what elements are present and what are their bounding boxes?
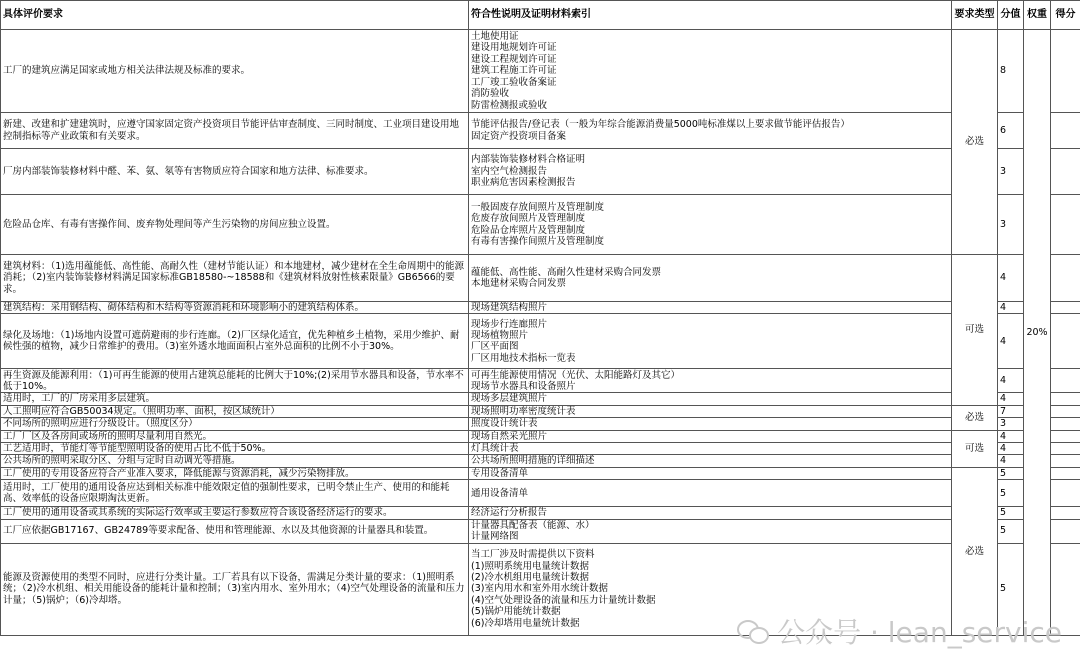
- table-row: [1, 149, 1080, 195]
- requirement-cell: 公共场所的照明采取分区、分组与定时自动调光等措施。: [1, 455, 469, 467]
- requirement-cell: 厂房内部装饰装修材料中醛、苯、氨、氡等有害物质应符合国家和地方法律、标准要求。: [1, 149, 469, 195]
- requirement-cell: 适用时，工厂使用的通用设备应达到相关标准中能效限定值的强制性要求，已明令禁止生产、使用的和能耗高、效率低的设备应限期淘汰更新。: [1, 480, 469, 507]
- evidence-line: 建设用地规划许可证: [471, 42, 557, 54]
- header-weight: 权重: [1024, 1, 1051, 30]
- got-score-cell[interactable]: [1051, 302, 1080, 314]
- got-score-cell[interactable]: [1051, 455, 1080, 467]
- table-row: [1, 507, 1080, 519]
- evidence-line: 蕴能低、高性能、高耐久性建材采购合同发票: [471, 266, 662, 278]
- evidence-line: 当工厂涉及时需提供以下资料: [471, 549, 595, 561]
- score-cell: 8: [998, 30, 1024, 113]
- evidence-cell: [469, 255, 952, 302]
- got-score-cell[interactable]: [1051, 255, 1080, 302]
- requirement-cell: 建筑结构：采用钢结构、砌体结构和木结构等资源消耗和环境影响小的建筑结构体系。: [1, 302, 469, 314]
- evidence-line: (3)室内用水和室外用水统计数据: [471, 583, 608, 595]
- got-score-cell[interactable]: [1051, 543, 1080, 635]
- requirement-cell: 工厂使用的通用设备或其系统的实际运行效率或主要运行参数应符合该设备经济运行的要求。: [1, 507, 469, 519]
- table-row: [1, 195, 1080, 255]
- evidence-cell: [469, 195, 952, 255]
- evidence-line: 职业病危害因素检测报告: [471, 177, 576, 189]
- score-cell: 4: [998, 393, 1024, 405]
- table-row: [1, 113, 1080, 149]
- got-score-cell[interactable]: [1051, 405, 1080, 417]
- evidence-cell: [469, 369, 952, 393]
- evidence-line: 建筑工程施工许可证: [471, 65, 557, 77]
- evidence-line: 防雷检测报或验收: [471, 99, 548, 111]
- evidence-line: 通用设备清单: [471, 487, 529, 499]
- evidence-line: 可再生能源使用情况（光伏、太阳能路灯及其它）: [471, 369, 681, 381]
- evidence-cell: [469, 467, 952, 479]
- table-row: [1, 543, 1080, 635]
- watermark-text: 公众号 · lean_service: [777, 616, 1062, 649]
- evidence-cell: [469, 149, 952, 195]
- header-requirement: 具体评价要求: [1, 1, 469, 30]
- evidence-cell: [469, 314, 952, 369]
- evidence-cell: [469, 302, 952, 314]
- evidence-line: 一般固废存放间照片及管理制度: [471, 201, 605, 213]
- score-cell: 5: [998, 543, 1024, 635]
- table-row: [1, 405, 1080, 417]
- header-got: 得分: [1051, 1, 1080, 30]
- table-row: [1, 480, 1080, 507]
- evidence-line: 有毒有害操作间照片及管理制度: [471, 235, 605, 247]
- got-score-cell[interactable]: [1051, 113, 1080, 149]
- score-cell: 5: [998, 467, 1024, 479]
- evidence-line: 现场多层建筑照片: [471, 393, 548, 405]
- evidence-line: 土地使用证: [471, 31, 519, 43]
- score-cell: 6: [998, 113, 1024, 149]
- score-cell: 4: [998, 255, 1024, 302]
- evidence-line: 现场节水器具和设备照片: [471, 380, 576, 392]
- evidence-cell: [469, 405, 952, 417]
- got-score-cell[interactable]: [1051, 507, 1080, 519]
- requirement-cell: 不同场所的照明应进行分级设计。（照度区分）: [1, 418, 469, 430]
- evidence-line: 现场植物照片: [471, 330, 529, 341]
- evidence-cell: [469, 113, 952, 149]
- score-cell: 4: [998, 302, 1024, 314]
- header-score: 分值: [998, 1, 1024, 30]
- evidence-line: (1)照明系统用电量统计数据: [471, 560, 589, 572]
- evidence-line: (6)冷却塔用电量统计数据: [471, 617, 580, 629]
- evidence-line: 灯具统计表: [471, 443, 519, 455]
- evidence-cell: [469, 455, 952, 467]
- requirement-cell: 能源及资源使用的类型不同时，应进行分类计量。工厂若具有以下设备，需满足分类计量的要求：（1)照明系统；（2)冷水机组、相关用能设备的能耗计量和控制；（3)室内用水、室外用水；（4)空气处理设备的流量和压力计量；（5)锅炉；（6)冷却塔。: [1, 543, 469, 635]
- score-cell: 5: [998, 480, 1024, 507]
- got-score-cell[interactable]: [1051, 418, 1080, 430]
- got-score-cell[interactable]: [1051, 430, 1080, 442]
- score-cell: 4: [998, 314, 1024, 369]
- evidence-line: 节能评估报告/登记表（一般为年综合能源消费量5000吨标准煤以上要求做节能评估报告）: [471, 119, 850, 131]
- requirement-cell: 绿化及场地：（1)场地内设置可遮荫避雨的步行连廊。（2)厂区绿化适宜，优先种植乡土植物，采用少维护、耐候性强的植物，减少日常维护的费用。（3)室外透水地面面积占室外总面积的比例不小于30%。: [1, 314, 469, 369]
- requirement-type-cell: 必选: [952, 405, 998, 430]
- evidence-line: 危废存放间照片及管理制度: [471, 213, 586, 225]
- score-cell: 5: [998, 519, 1024, 543]
- score-cell: 3: [998, 418, 1024, 430]
- score-cell: 4: [998, 455, 1024, 467]
- got-score-cell[interactable]: [1051, 467, 1080, 479]
- requirement-type-cell: 必选: [952, 467, 998, 635]
- evidence-line: 专用设备清单: [471, 467, 529, 479]
- requirement-cell: 危险品仓库、有毒有害操作间、废弃物处理间等产生污染物的房间应独立设置。: [1, 195, 469, 255]
- table-row: [1, 467, 1080, 479]
- table-row: [1, 443, 1080, 455]
- table-row: [1, 418, 1080, 430]
- table-row: [1, 302, 1080, 314]
- score-cell: 4: [998, 443, 1024, 455]
- table-row: [1, 369, 1080, 393]
- score-cell: 5: [998, 507, 1024, 519]
- evidence-line: 照度设计统计表: [471, 418, 538, 430]
- got-score-cell[interactable]: [1051, 480, 1080, 507]
- evidence-line: 厂区平面图: [471, 341, 519, 353]
- requirement-cell: 适用时，工厂的厂房采用多层建筑。: [1, 393, 469, 405]
- evidence-cell: [469, 430, 952, 442]
- evidence-line: 现场自然采光照片: [471, 430, 548, 442]
- got-score-cell[interactable]: [1051, 369, 1080, 393]
- evidence-cell: [469, 418, 952, 430]
- evidence-line: 消防验收: [471, 88, 510, 100]
- got-score-cell[interactable]: [1051, 149, 1080, 195]
- evidence-line: (2)冷水机组用电量统计数据: [471, 572, 589, 584]
- requirement-type-cell: 可选: [952, 430, 998, 467]
- evidence-line: 内部装饰装修材料合格证明: [471, 154, 586, 166]
- table-row: [1, 393, 1080, 405]
- evidence-line: 厂区用地技术指标一览表: [471, 352, 576, 364]
- requirement-type-cell: 可选: [952, 255, 998, 406]
- weight-cell: 20%: [1024, 30, 1051, 636]
- got-score-cell[interactable]: [1051, 314, 1080, 369]
- evidence-line: 本地建材采购合同发票: [471, 278, 567, 289]
- requirement-cell: 再生资源及能源利用：（1)可再生能源的使用占建筑总能耗的比例大于10%;(2)采用节水器具和设备，节水率不低于10%。: [1, 369, 469, 393]
- got-score-cell[interactable]: [1051, 519, 1080, 543]
- table-row: [1, 455, 1080, 467]
- header-type: 要求类型: [952, 1, 998, 30]
- got-score-cell[interactable]: [1051, 195, 1080, 255]
- evidence-cell: [469, 543, 952, 635]
- evidence-line: 危险品仓库照片及管理制度: [471, 224, 586, 236]
- score-cell: 4: [998, 369, 1024, 393]
- requirement-cell: 工艺适用时，节能灯等节能型照明设备的使用占比不低于50%。: [1, 443, 469, 455]
- evidence-cell: [469, 393, 952, 405]
- evidence-line: (4)空气处理设备的流量和压力计量统计数据: [471, 594, 656, 606]
- evidence-cell: [469, 507, 952, 519]
- evidence-line: 建设工程规划许可证: [471, 53, 557, 65]
- score-cell: 7: [998, 405, 1024, 417]
- got-score-cell[interactable]: [1051, 393, 1080, 405]
- score-cell: 3: [998, 195, 1024, 255]
- table-header-row: [1, 1, 1080, 30]
- got-score-cell[interactable]: [1051, 443, 1080, 455]
- evidence-line: 计量网络图: [471, 531, 519, 543]
- evidence-line: 固定资产投资项目备案: [471, 130, 567, 142]
- evidence-line: (5)锅炉用能统计数据: [471, 606, 561, 618]
- table-row: [1, 314, 1080, 369]
- requirement-cell: 工厂的建筑应满足国家或地方相关法律法规及标准的要求。: [1, 30, 469, 113]
- evidence-line: 公共场所照明措施的详细描述: [471, 455, 595, 467]
- evidence-line: 室内空气检测报告: [471, 165, 548, 177]
- got-score-cell[interactable]: [1051, 30, 1080, 113]
- evidence-cell: [469, 443, 952, 455]
- requirement-cell: 建筑材料：（1)选用蕴能低、高性能、高耐久性（建材节能认证）和本地建材，减少建材在全生命周期中的能源消耗；（2)室内装饰装修材料满足国家标准GB18580-~18588和《建筑材料放射性核素限量》GB6566的要求。: [1, 255, 469, 302]
- requirement-cell: 工厂使用的专用设备应符合产业准入要求，降低能源与资源消耗，减少污染物排放。: [1, 467, 469, 479]
- evidence-cell: [469, 480, 952, 507]
- requirement-cell: 工厂厂区及各房间或场所的照明尽量利用自然光。: [1, 430, 469, 442]
- table-row: [1, 519, 1080, 543]
- score-cell: 3: [998, 149, 1024, 195]
- evidence-line: 工厂竣工验收备案证: [471, 76, 557, 88]
- requirement-type-cell: 必选: [952, 30, 998, 255]
- table-row: [1, 255, 1080, 302]
- header-evidence: 符合性说明及证明材料索引: [469, 1, 952, 30]
- evidence-line: 经济运行分析报告: [471, 507, 548, 519]
- requirement-cell: 人工照明应符合GB50034规定。（照明功率、面积，按区域统计）: [1, 405, 469, 417]
- evidence-cell: [469, 30, 952, 113]
- evidence-line: 现场步行连廊照片: [471, 318, 548, 330]
- requirement-cell: 新建、改建和扩建建筑时，应遵守国家固定资产投资项目节能评估审查制度、三同时制度、工业项目建设用地控制指标等产业政策和有关要求。: [1, 113, 469, 149]
- evidence-line: 计量器具配备表（能源、水）: [471, 519, 595, 531]
- evidence-line: 现场建筑结构照片: [471, 302, 548, 313]
- evidence-line: 现场照明功率密度统计表: [471, 405, 576, 417]
- table-row: [1, 430, 1080, 442]
- evidence-cell: [469, 519, 952, 543]
- requirement-cell: 工厂应依据GB17167、GB24789等要求配备、使用和管理能源、水以及其他资源的计量器具和装置。: [1, 519, 469, 543]
- table-row: [1, 30, 1080, 113]
- score-cell: 4: [998, 430, 1024, 442]
